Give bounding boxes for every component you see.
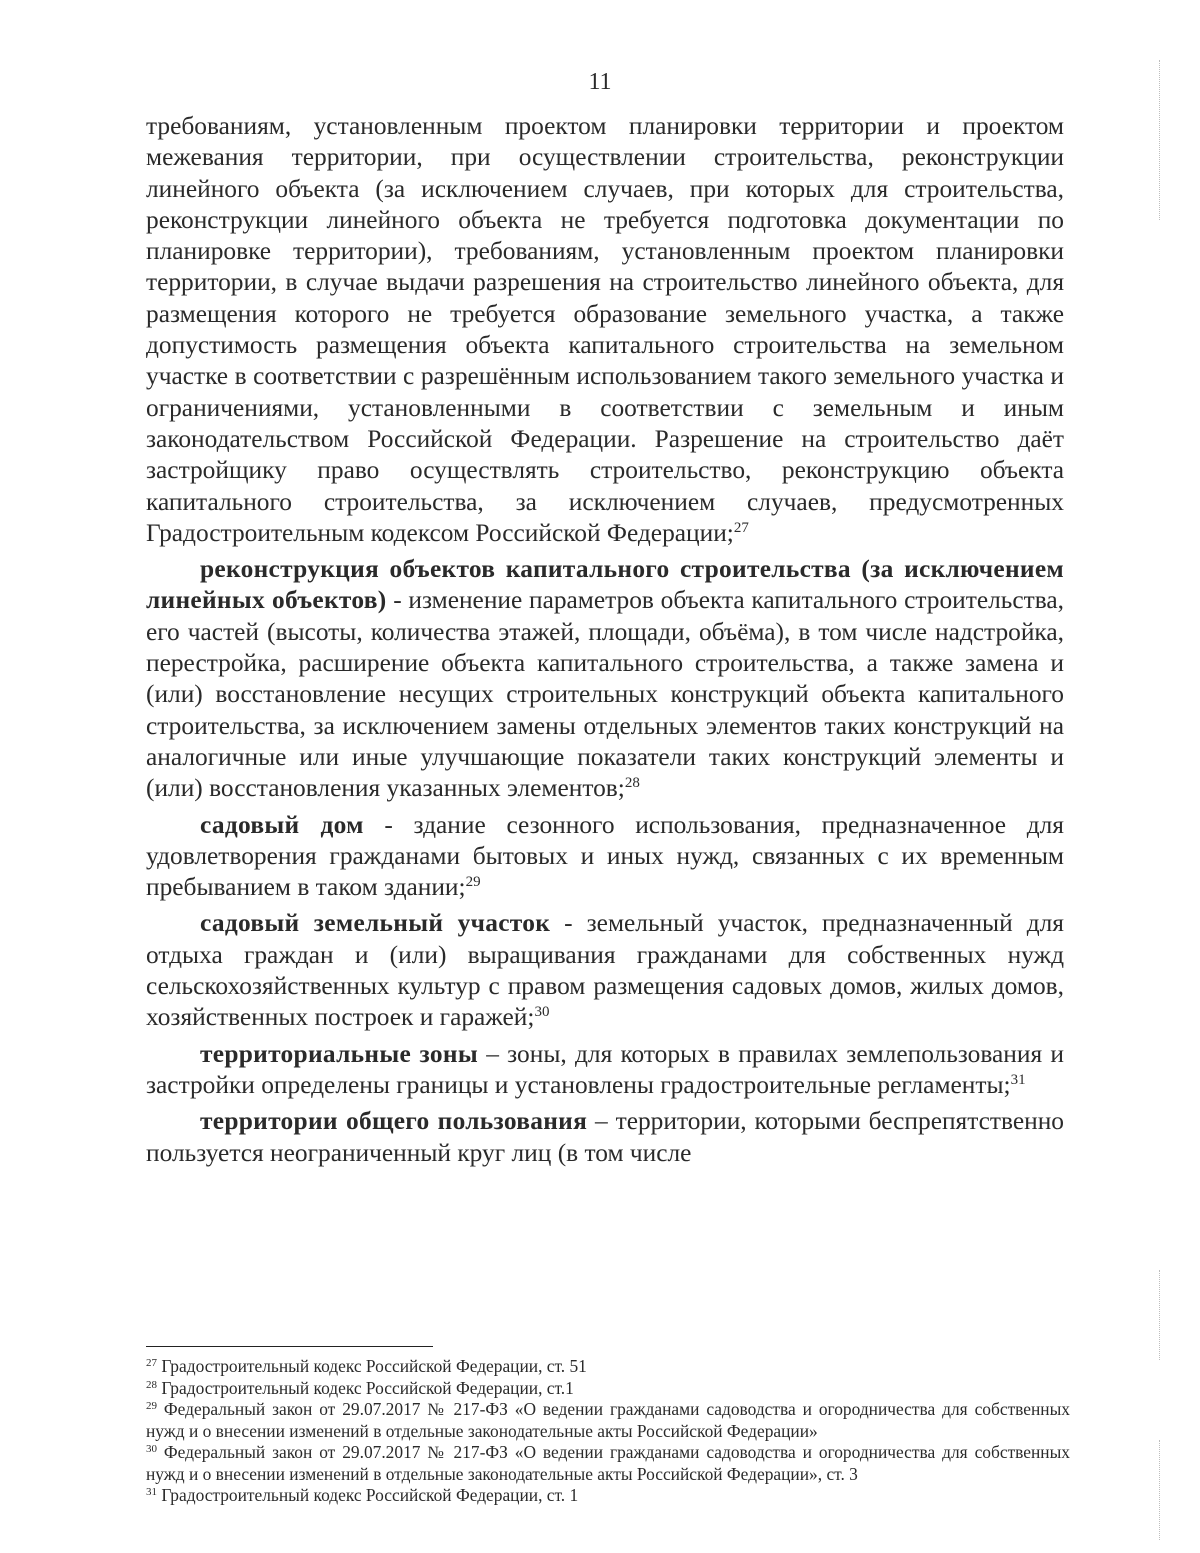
definition-paragraph: [146, 1106, 1064, 1169]
footnote: [146, 1399, 1070, 1442]
definition-text: - здание сезонного использования, предназначенное для удовлетворения гражданами бытовых и иных нужд, связанных с их временным пребыванием в таком здании;: [146, 810, 1064, 902]
document-body: [146, 111, 1064, 1169]
footnote-ref[interactable]: 30: [534, 1004, 550, 1021]
footnote-text: Федеральный закон от 29.07.2017 № 217-ФЗ «О ведении гражданами садоводства и огородничества для собственных нужд и о внесении изменений в отдельные законодательные акты Российской Федерации»: [146, 1399, 1070, 1441]
definition-text: – территории, которыми беспрепятственно пользуется неограниченный круг лиц (в том числе: [146, 1107, 1064, 1167]
footnote: [146, 1485, 1070, 1507]
defined-term: территории общего пользования: [200, 1107, 588, 1136]
defined-term: садовый дом: [200, 810, 364, 839]
defined-term: садовый земельный участок: [200, 909, 551, 938]
footnote-separator: [146, 1346, 433, 1347]
footnote-ref[interactable]: 29: [465, 874, 481, 891]
paragraph: [146, 111, 1064, 549]
footnote-number: 28: [146, 1378, 157, 1391]
footnote-number: 31: [146, 1486, 157, 1498]
paragraph-text: требованиям, установленным проектом планировки территории и проектом межевания территории, при осуществлении строительства, реконструкции линейного объекта (за исключением случаев, при которых для строительства, реконструкции линейного объекта не требуется подготовка документации по планировке территории), требованиям, установленным проектом планировки территории, в случае выдачи разрешения на строительство линейного объекта, для размещения которого не требуется образование земельного участка, а также допустимость размещения объекта капитального строительства на земельном участке в соответствии с разрешённым использованием такого земельного участка и ограничениями, установленными в соответствии с земельным и иным законодательством Российской Федерации. Разрешение на строительство даёт застройщику право осуществлять строительство, реконструкцию объекта капитального строительства, за исключением случаев, предусмотренных Градостроительным кодексом Российской Федерации;: [146, 112, 1064, 547]
footnote-text: Градостроительный кодекс Российской Федерации, ст. 1: [157, 1485, 579, 1505]
footnotes: [146, 1356, 1070, 1507]
footnote-text: Градостроительный кодекс Российской Федерации, ст.1: [157, 1377, 574, 1398]
definition-paragraph: [146, 810, 1064, 904]
scan-edge-mark: [1159, 60, 1160, 220]
footnote: [146, 1442, 1070, 1485]
footnote-number: 30: [146, 1443, 157, 1455]
definition-paragraph: [146, 1039, 1064, 1102]
footnote-number: 29: [146, 1400, 157, 1412]
definition-paragraph: [146, 908, 1064, 1033]
scan-edge-mark: [1159, 1270, 1160, 1360]
defined-term: территориальные зоны: [200, 1039, 478, 1068]
footnote-ref[interactable]: 31: [1010, 1071, 1026, 1088]
definition-paragraph: [146, 554, 1064, 804]
footnote-text: Федеральный закон от 29.07.2017 № 217-ФЗ «О ведении гражданами садоводства и огородничества для собственных нужд и о внесении изменений в отдельные законодательные акты Российской Федерации», ст. 3: [146, 1442, 1070, 1484]
footnote-number: 27: [146, 1357, 157, 1369]
footnote: [146, 1356, 1070, 1378]
definition-text: - земельный участок, предназначенный для отдыха граждан и (или) выращивания гражданами для собственных нужд сельскохозяйственных культур с правом размещения садовых домов, жилых домов, хозяйственных построек и гаражей;: [146, 909, 1064, 1032]
footnote-ref[interactable]: 28: [624, 775, 640, 792]
footnote: [146, 1378, 1070, 1400]
page-number: 11: [588, 69, 612, 95]
defined-term: реконструкция объектов капитального строительства (за исключением линейных объектов): [146, 555, 1064, 615]
footnote-text: Градостроительный кодекс Российской Федерации, ст. 51: [157, 1356, 587, 1376]
scan-edge-mark: [1159, 1440, 1160, 1540]
footnote-ref[interactable]: 27: [733, 519, 749, 536]
definition-text: - изменение параметров объекта капитального строительства, его частей (высоты, количества этажей, площади, объёма), в том числе надстройка, перестройка, расширение объекта капитального строительства, а также замена и (или) восстановление несущих строительных конструкций объекта капитального строительства, за исключением замены отдельных элементов таких конструкций на аналогичные или иные улучшающие показатели таких конструкций элементы и (или) восстановления указанных элементов;: [146, 586, 1064, 803]
definition-text: – зоны, для которых в правилах землепользования и застройки определены границы и установлены градостроительные регламенты;: [146, 1039, 1064, 1099]
